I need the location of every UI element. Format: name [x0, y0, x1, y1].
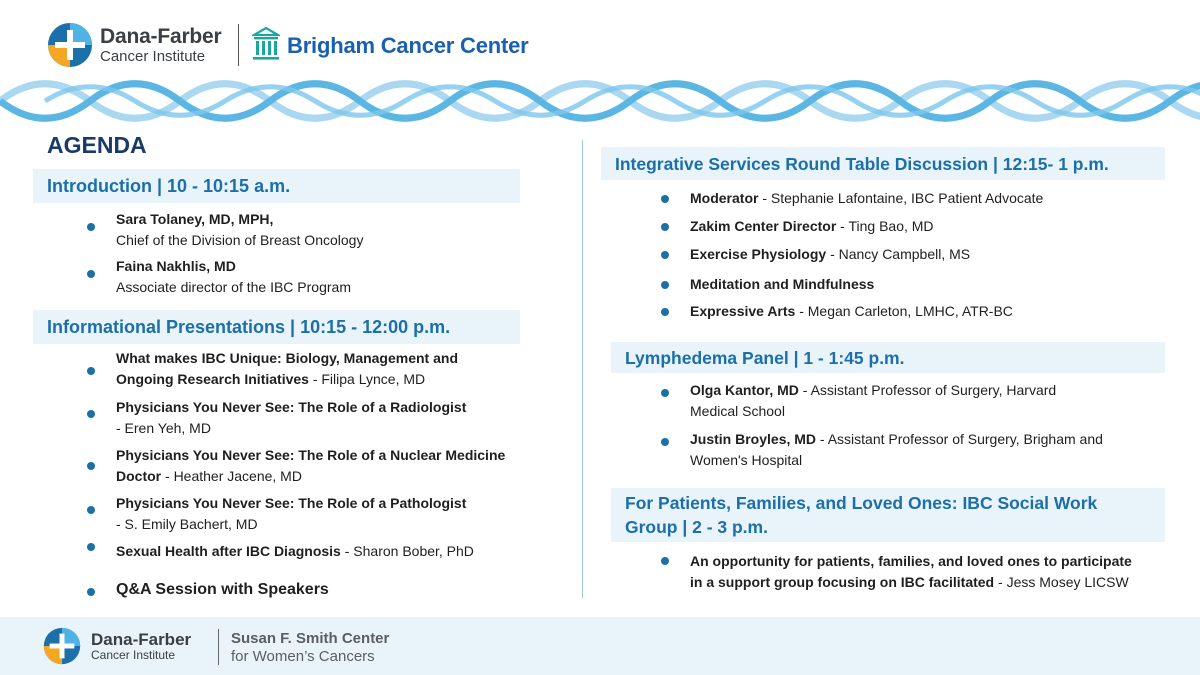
- role-person: - Ting Bao, MD: [836, 218, 934, 234]
- bullet-icon: [87, 410, 95, 418]
- talk-speaker: - Eren Yeh, MD: [116, 420, 211, 436]
- talk-title-cont: Ongoing Research Initiatives: [116, 371, 309, 387]
- bullet-icon: [87, 506, 95, 514]
- bullet-icon: [87, 367, 95, 375]
- footer-center-wordmark: [231, 630, 389, 666]
- speaker-title: Associate director of the IBC Program: [116, 279, 351, 295]
- bullet-icon: [661, 308, 669, 316]
- list-item: [690, 380, 1056, 422]
- talk-speaker: - Filipa Lynce, MD: [308, 371, 426, 387]
- role-person: - Megan Carleton, LMHC, ATR-BC: [795, 303, 1013, 319]
- role-name: Zakim Center Director: [690, 218, 837, 234]
- list-item: [690, 188, 1043, 209]
- brigham-logo-icon: [252, 27, 280, 61]
- integrative-heading: Integrative Services Round Table Discussion | 12:15- 1 p.m.: [601, 147, 1165, 180]
- bullet-icon: [87, 462, 95, 470]
- panelist-title: - Assistant Professor of Surgery, Brigham and: [816, 431, 1103, 447]
- role-name: Expressive Arts: [690, 303, 796, 319]
- panelist-name: Olga Kantor, MD: [690, 382, 799, 398]
- bullet-icon: [661, 251, 669, 259]
- list-item: [116, 256, 351, 298]
- list-item: [690, 216, 934, 237]
- role-person: - Nancy Campbell, MS: [826, 246, 971, 262]
- header: [0, 0, 1200, 78]
- talk-speaker: - Sharon Bober, PhD: [340, 543, 474, 559]
- list-item: [116, 397, 466, 439]
- footer-dana-farber-name: Dana-Farber: [91, 630, 192, 649]
- list-item: [116, 493, 466, 535]
- presentations-heading: Informational Presentations | 10:15 - 12:00 p.m.: [33, 310, 520, 344]
- talk-title: Physicians You Never See: The Role of a Pathologist: [116, 495, 467, 511]
- bullet-icon: [87, 543, 95, 551]
- bullet-icon: [87, 270, 95, 278]
- role-person: - Stephanie Lafontaine, IBC Patient Advocate: [758, 190, 1044, 206]
- bullet-icon: [661, 223, 669, 231]
- talk-title: Physicians You Never See: The Role of a Nuclear Medicine: [116, 447, 506, 463]
- bullet-icon: [661, 281, 669, 289]
- dana-farber-sub: Cancer Institute: [100, 48, 206, 65]
- list-item: [116, 579, 329, 600]
- talk-title: What makes IBC Unique: Biology, Management and: [116, 350, 459, 366]
- talk-speaker: - S. Emily Bachert, MD: [116, 516, 258, 532]
- social-work-heading-line2: Group | 2 - 3 p.m.: [625, 517, 768, 537]
- bullet-icon: [87, 223, 95, 231]
- footer-center-name: Susan F. Smith Center: [231, 630, 390, 647]
- list-item: [690, 551, 1132, 593]
- talk-speaker: - Heather Jacene, MD: [161, 468, 302, 484]
- role-name: Meditation and Mindfulness: [690, 276, 875, 292]
- bullet-icon: [87, 588, 95, 596]
- bullet-icon: [661, 557, 669, 565]
- speaker-title: Chief of the Division of Breast Oncology: [116, 232, 364, 248]
- dana-farber-name: Dana-Farber: [100, 25, 222, 48]
- dana-farber-logo-icon: [47, 22, 93, 68]
- role-name: Moderator: [690, 190, 759, 206]
- talk-title: Sexual Health after IBC Diagnosis: [116, 543, 341, 559]
- footer-dana-farber-wordmark: [91, 631, 191, 663]
- dana-farber-wordmark: [100, 26, 222, 65]
- panelist-title-cont: Women's Hospital: [690, 452, 803, 468]
- bullet-icon: [661, 195, 669, 203]
- column-divider: [582, 140, 583, 598]
- description: An opportunity for patients, families, and loved ones to participate: [690, 553, 1132, 569]
- facilitator: - Jess Mosey LICSW: [994, 574, 1129, 590]
- lymphedema-heading: Lymphedema Panel | 1 - 1:45 p.m.: [611, 342, 1165, 373]
- social-work-heading: [611, 488, 1165, 542]
- bullet-icon: [661, 389, 669, 397]
- panelist-title-cont: Medical School: [690, 403, 785, 419]
- dana-farber-logo-icon: [43, 627, 81, 665]
- footer-divider: [218, 629, 219, 665]
- talk-title: Physicians You Never See: The Role of a Radiologist: [116, 399, 467, 415]
- panelist-name: Justin Broyles, MD: [690, 431, 817, 447]
- list-item: [116, 209, 363, 251]
- list-item: [690, 301, 1013, 322]
- speaker-name: Sara Tolaney, MD, MPH,: [116, 211, 274, 227]
- talk-title-cont: Doctor: [116, 468, 162, 484]
- footer-dana-farber-sub: Cancer Institute: [91, 648, 176, 662]
- talk-title: Q&A Session with Speakers: [116, 581, 329, 598]
- list-item: [116, 541, 474, 562]
- list-item: [116, 348, 458, 390]
- list-item: [690, 429, 1103, 471]
- brigham-name: Brigham Cancer Center: [287, 33, 529, 58]
- intro-heading: Introduction | 10 - 10:15 a.m.: [33, 169, 520, 203]
- social-work-heading-line1: For Patients, Families, and Loved Ones: IBC Social Work: [625, 493, 1098, 513]
- list-item: [690, 244, 970, 265]
- speaker-name: Faina Nakhlis, MD: [116, 258, 236, 274]
- description-cont: in a support group focusing on IBC facilitated: [690, 574, 995, 590]
- bullet-icon: [661, 438, 669, 446]
- panelist-title: - Assistant Professor of Surgery, Harvard: [798, 382, 1057, 398]
- footer: [0, 617, 1200, 675]
- footer-center-sub: for Women’s Cancers: [231, 648, 375, 665]
- agenda-title: AGENDA: [47, 132, 147, 158]
- wave-decoration: [0, 78, 1200, 124]
- list-item: [116, 445, 505, 487]
- list-item: [690, 274, 874, 295]
- role-name: Exercise Physiology: [690, 246, 827, 262]
- header-divider: [238, 24, 239, 66]
